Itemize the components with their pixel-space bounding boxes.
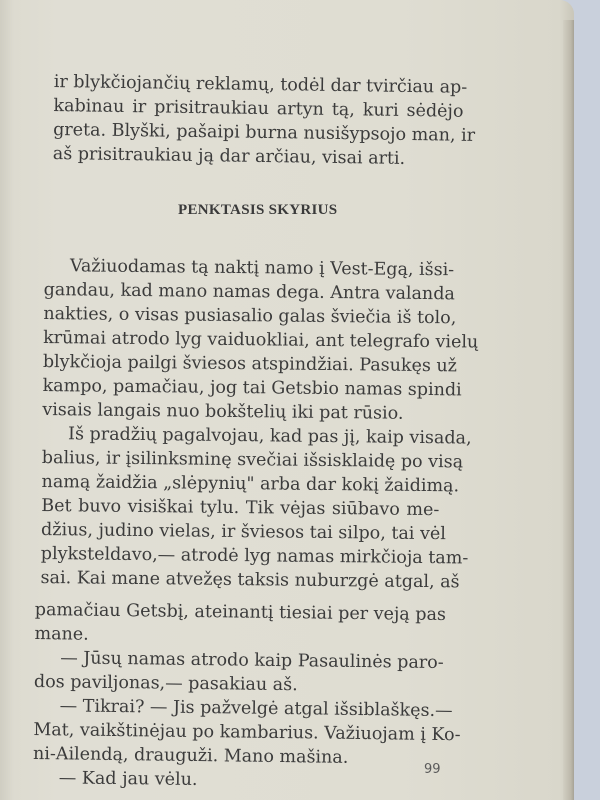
page-number: 99 — [424, 762, 441, 777]
text-line: visais langais nuo bokštelių iki pat rūsio. — [42, 399, 404, 424]
dialogue-line: ni-Ailendą, drauguži. Mano mašina. — [32, 743, 349, 768]
text-line: sai. Kai mane atvežęs taksis nuburzgė atgal, aš — [40, 567, 460, 593]
text-line: namą žaidžia „slėpynių" arba dar kokį žaidimą. — [41, 471, 460, 497]
text-line: mane. — [34, 623, 89, 645]
text-line: balius, ir įsilinksminę svečiai išsisklaidę po visą — [41, 447, 464, 473]
text-line: Važiuodamas tą naktį namo į Vest-Egą, išsi- — [69, 256, 455, 281]
chapter-body — [40, 254, 479, 594]
text-line: džius, judino vielas, ir šviesos tai silpo, tai vėl — [41, 519, 446, 545]
text-line: pamačiau Getsbį, ateinantį tiesiai per veją pas — [34, 599, 447, 626]
chapter-heading: PENKTASIS SKYRIUS — [178, 202, 338, 218]
text-line: greta. Blyški, pašaipi burna nusišypsojo man, ir — [53, 119, 476, 146]
text-line: kampo, pamačiau, jog tai Getsbio namas spindi — [42, 375, 462, 401]
text-line: Iš pradžių pagalvojau, kad pas jį, kaip visada, — [68, 424, 472, 449]
dialogue-section — [32, 598, 461, 795]
text-line: aš prisitraukiau ją dar arčiau, visai arti. — [52, 143, 406, 169]
dialogue-line: dos paviljonas,— pasakiau aš. — [33, 671, 298, 696]
dialogue-line: — Jūsų namas atrodo kaip Pasaulinės paro- — [60, 648, 444, 673]
text-line: kabinau ir prisitraukiau artyn tą, kuri sėdėjo — [53, 95, 464, 122]
text-line: blykčioja pailgi šviesos atspindžiai. Pasukęs už — [42, 351, 458, 377]
dialogue-line: Mat, vaikštinėjau po kambarius. Važiuojam į Ko- — [33, 719, 461, 746]
dialogue-line: — Kad jau vėlu. — [58, 768, 198, 790]
text-line: ir blykčiojančių reklamų, todėl dar tvirčiau ap- — [53, 71, 468, 98]
text-line: plyksteldavo,— atrodė lyg namas mirkčioja tam- — [40, 543, 469, 569]
text-line: krūmai atrodo lyg vaiduokliai, ant telegrafo vielų — [43, 327, 479, 353]
page-edge — [563, 20, 574, 800]
dialogue-line: — Tikrai? — Jis pažvelgė atgal išsiblaškęs.— — [59, 696, 453, 722]
text-line: gandau, kad mano namas dega. Antra valanda — [43, 279, 456, 305]
text-line: Bet buvo visiškai tylu. Tik vėjas siūbavo me- — [41, 495, 440, 521]
text-line: nakties, o visas pusiasalio galas šviečia iš tolo, — [43, 303, 457, 329]
continuation-paragraph — [52, 70, 476, 172]
